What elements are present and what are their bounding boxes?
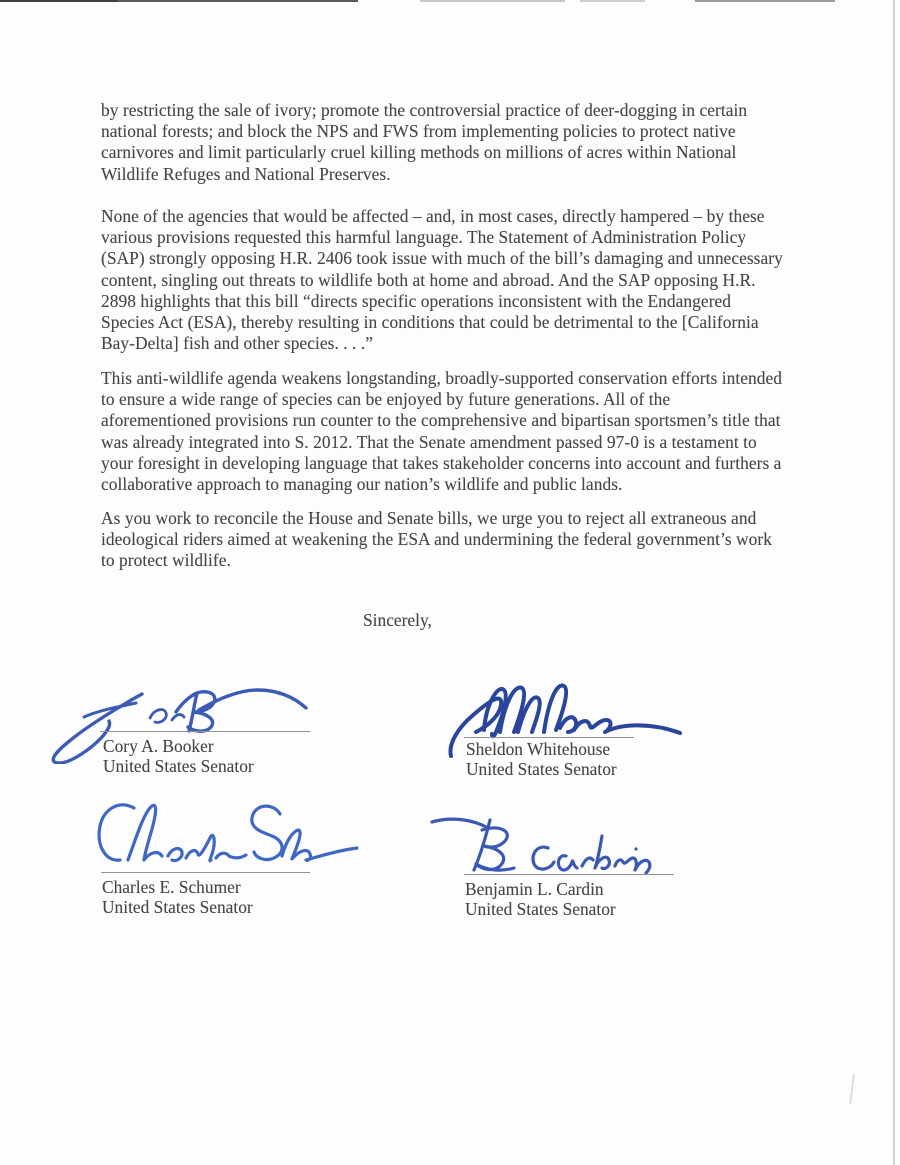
paragraph-line: Wildlife Refuges and National Preserves. xyxy=(101,163,391,184)
paragraph-line: None of the agencies that would be affected – and, in most cases, directly hampered – by these xyxy=(101,206,765,226)
sincerely-text: Sincerely, xyxy=(363,610,432,630)
paragraph-line: Bay-Delta] fish and other species. . . .” xyxy=(101,333,373,354)
paragraph-line: was already integrated into S. 2012. That the Senate amendment passed 97-0 is a testament to xyxy=(101,431,757,452)
paragraph-line: aforementioned provisions run counter to the comprehensive and bipartisan sportsmen’s title that xyxy=(101,410,781,431)
paragraph-line: ideological riders aimed at weakening the ESA and undermining the federal government’s work xyxy=(101,529,772,550)
top-edge-segment xyxy=(0,0,118,2)
top-edge-segment xyxy=(580,0,645,2)
top-edge-segment xyxy=(118,0,358,2)
signatory-title: United States Senator xyxy=(466,759,617,779)
paragraph-line: by restricting the sale of ivory; promote the controversial practice of deer-dogging in certain xyxy=(101,100,748,120)
signature-charles-schumer xyxy=(92,798,360,874)
signatory-name: Benjamin L. Cardin xyxy=(465,879,604,899)
paragraph-line: collaborative approach to managing our nation’s wildlife and public lands. xyxy=(101,474,623,495)
top-edge-segment xyxy=(420,0,565,2)
paragraph xyxy=(101,206,831,354)
signature-benjamin-cardin xyxy=(430,814,676,880)
signatory-title: United States Senator xyxy=(102,897,253,917)
paragraph-line: Species Act (ESA), thereby resulting in conditions that could be detrimental to the [California xyxy=(101,312,759,333)
paragraph-line: national forests; and block the NPS and FWS from implementing policies to protect native xyxy=(101,121,736,142)
top-edge-segment xyxy=(695,0,835,2)
signature-line xyxy=(101,872,310,873)
paragraph xyxy=(101,508,831,572)
paragraph-line: (SAP) strongly opposing H.R. 2406 took issue with much of the bill’s damaging and unnecessary xyxy=(101,248,783,269)
scan-artifact-right-edge xyxy=(893,0,895,1165)
signatory-title: United States Senator xyxy=(103,756,254,776)
paragraph-line: to protect wildlife. xyxy=(101,550,231,571)
paragraph xyxy=(101,368,831,495)
paragraph xyxy=(101,100,831,185)
paragraph-line: various provisions requested this harmful language. The Statement of Administration Policy xyxy=(101,227,747,248)
paragraph-line: This anti-wildlife agenda weakens longstanding, broadly-supported conservation efforts intended xyxy=(101,368,783,388)
signature-line xyxy=(464,874,674,875)
signature-line xyxy=(100,731,310,732)
paragraph-line: content, singling out threats to wildlife both at home and abroad. And the SAP opposing H.R. xyxy=(101,269,756,290)
paragraph-line: to ensure a wide range of species can be enjoyed by future generations. All of the xyxy=(101,389,671,410)
signatory-name: Charles E. Schumer xyxy=(102,877,241,897)
paragraph-line: As you work to reconcile the House and Senate bills, we urge you to reject all extraneous and xyxy=(101,508,757,528)
signature-line xyxy=(464,737,634,738)
signatory-name: Sheldon Whitehouse xyxy=(466,739,611,759)
paragraph-line: your foresight in developing language that takes stakeholder concerns into account and furthers a xyxy=(101,452,782,473)
signatory-title: United States Senator xyxy=(465,899,616,919)
paragraph-line: 2898 highlights that this bill “directs specific operations inconsistent with the Endangered xyxy=(101,290,732,311)
signatory-name: Cory A. Booker xyxy=(103,736,214,756)
scan-artifact-smudge xyxy=(849,1074,855,1104)
paragraph-line: carnivores and limit particularly cruel killing methods on millions of acres within National xyxy=(101,142,737,163)
